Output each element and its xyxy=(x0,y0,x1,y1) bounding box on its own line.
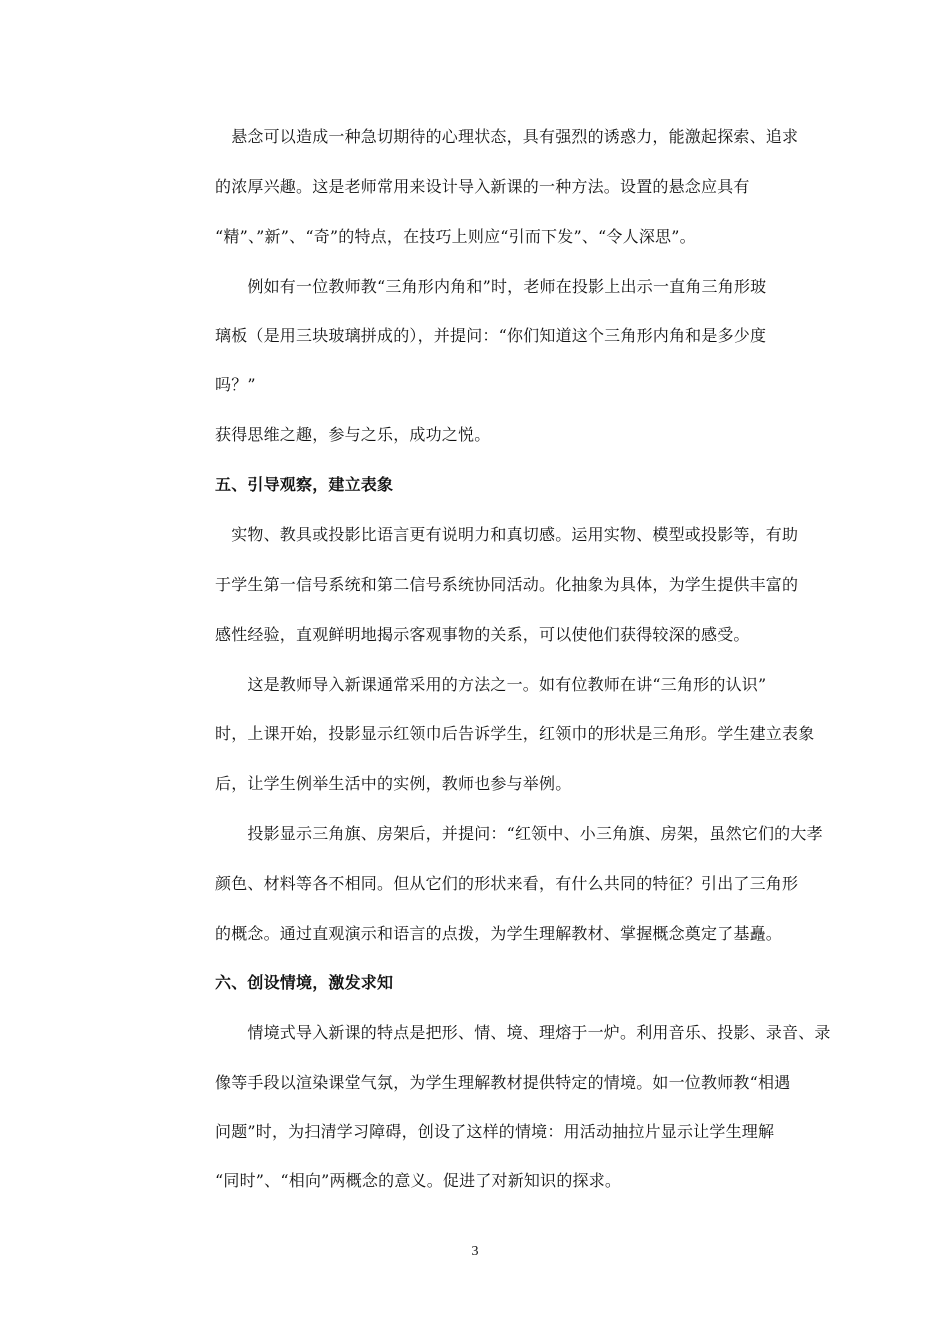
paragraph-line: 悬念可以造成一种急切期待的心理状态，具有强烈的诱惑力，能激起探索、追求 xyxy=(215,127,799,146)
paragraph-line: 投影显示三角旗、房架后，并提问：“红领中、小三角旗、房架，虽然它们的大孝 xyxy=(215,824,823,843)
paragraph-line: 颜色、材料等各不相同。但从它们的形状来看，有什么共同的特征？引出了三角形 xyxy=(215,874,799,893)
section-heading: 六、创设情境，激发求知 xyxy=(215,973,394,992)
paragraph-line: 时，上课开始，投影显示红领巾后告诉学生，红领巾的形状是三角形。学生建立表象 xyxy=(215,724,815,743)
paragraph-line: “精”、”新”、“奇”的特点，在技巧上则应“引而下发”、“令人深思”。 xyxy=(215,227,696,246)
paragraph-line: 璃板（是用三块玻璃拼成的），并提问：“你们知道这个三角形内角和是多少度 xyxy=(215,326,767,345)
paragraph-line: 的概念。通过直观演示和语言的点拨，为学生理解教材、掌握概念奠定了基矗。 xyxy=(215,924,783,943)
paragraph-line: 于学生第一信号系统和第二信号系统协同活动。化抽象为具体，为学生提供丰富的 xyxy=(215,575,799,594)
paragraph-line: 实物、教具或投影比语言更有说明力和真切感。运用实物、模型或投影等，有助 xyxy=(215,525,799,544)
paragraph-line: 情境式导入新课的特点是把形、情、境、理熔于一炉。利用音乐、投影、录音、录 xyxy=(215,1023,831,1042)
paragraph-line: 这是教师导入新课通常采用的方法之一。如有位教师在讲“三角形的认识” xyxy=(215,675,767,694)
paragraph-line: 吗？” xyxy=(215,375,256,394)
paragraph-line: 例如有一位教师教“三角形内角和”时，老师在投影上出示一直角三角形玻 xyxy=(215,277,767,296)
paragraph-line: 获得思维之趣，参与之乐，成功之悦。 xyxy=(215,425,491,444)
paragraph-line: 像等手段以渲染课堂气氛，为学生理解教材提供特定的情境。如一位教师教“相遇 xyxy=(215,1073,791,1092)
page-number: 3 xyxy=(471,1244,479,1259)
section-heading: 五、引导观察，建立表象 xyxy=(215,475,394,494)
paragraph-line: 的浓厚兴趣。这是老师常用来设计导入新课的一种方法。设置的悬念应具有 xyxy=(215,177,750,196)
paragraph-line: 后，让学生例举生活中的实例，教师也参与举例。 xyxy=(215,774,572,793)
paragraph-line: 感性经验，直观鲜明地揭示客观事物的关系，可以使他们获得较深的感受。 xyxy=(215,625,750,644)
paragraph-line: “同时”、“相向”两概念的意义。促进了对新知识的探求。 xyxy=(215,1171,622,1190)
paragraph-line: 问题”时，为扫清学习障碍，创设了这样的情境：用活动抽拉片显示让学生理解 xyxy=(215,1122,775,1141)
